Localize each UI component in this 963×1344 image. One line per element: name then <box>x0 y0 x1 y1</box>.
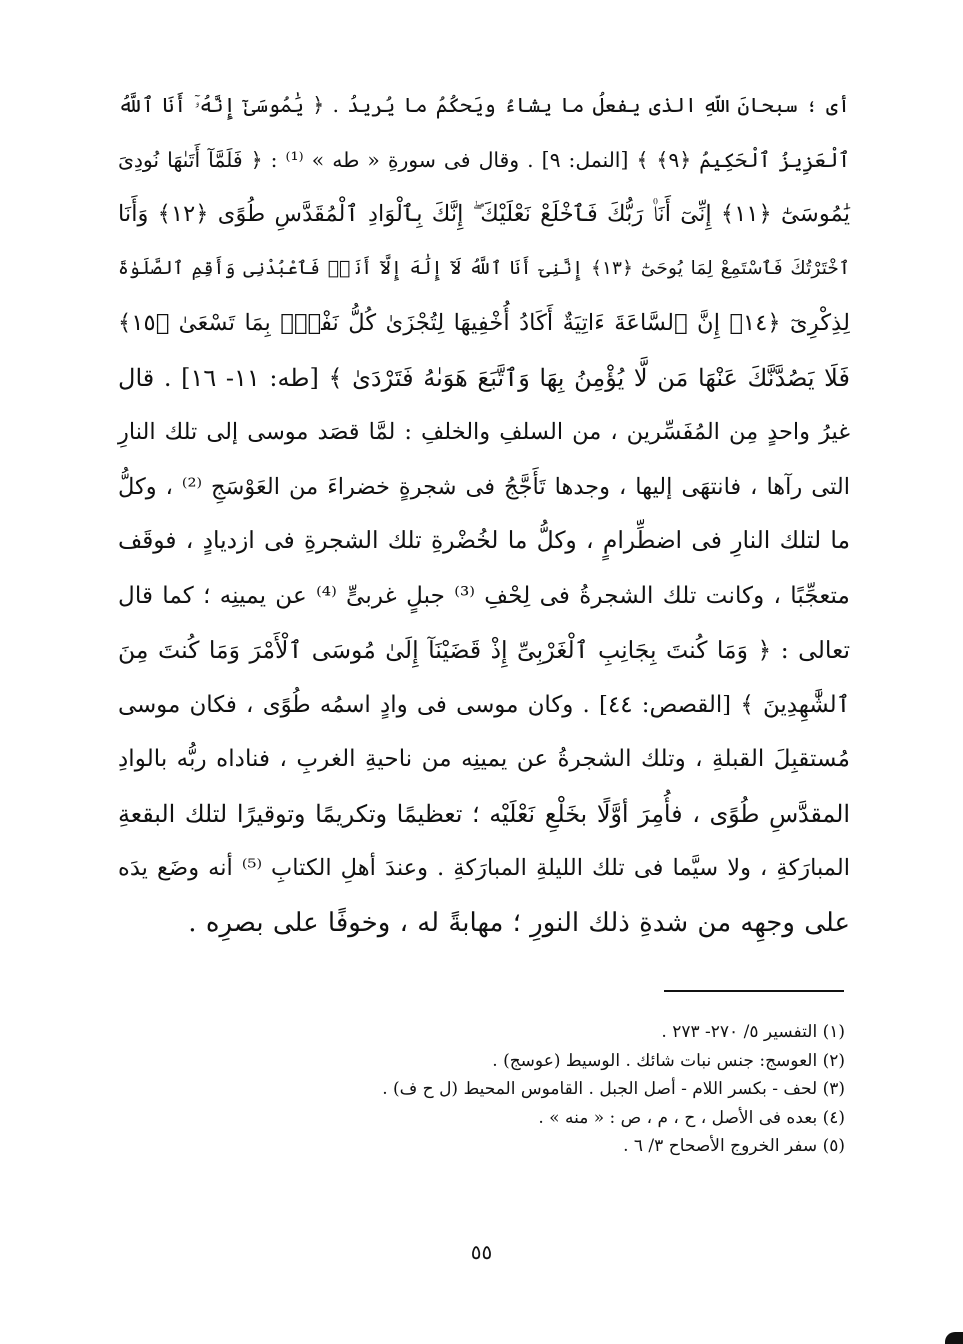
footnote: (١) التفسير ٥/ ٢٧٠- ٢٧٣ . <box>661 1022 845 1042</box>
text-line: ٱخْتَرْتُكَ فَٱسْتَمِعْ لِمَا يُوحَىٰٓ ﴿١٣﴾ إِنَّنِىٓ أَنَا ٱللَّهُ لَآ إِلَٰهَ إِلَّآ أَنَا۠ فَٱعْبُدْنِى وَأَقِمِ ٱلصَّلَوٰةَ <box>118 257 850 279</box>
text-line: يَٰمُوسَىٰٓ ﴿١١﴾ إِنِّىٓ أَنَا۠ رَبُّكَ فَٱخْلَعْ نَعْلَيْكَ ۖ إِنَّكَ بِٱلْوَادِ ٱلْمُقَدَّسِ طُوًى ﴿١٢﴾ وَأَنَا <box>118 201 851 227</box>
main-text <box>118 78 850 950</box>
footnote: (٥) سفر الخروج الأصحاح ٣/ ٦ . <box>623 1136 845 1156</box>
footnotes <box>113 1018 845 1161</box>
text-line: ٱلشَّٰهِدِينَ ﴾ [القصص: ٤٤] . وكان موسى فى وادٍ اسمُه طُوًى ، فكان موسى <box>118 691 851 718</box>
page-corner-mark <box>945 1332 963 1344</box>
text-line: على وجهِه من شدةِ ذلك النورِ ؛ مهابةً له ، وخوفًا على بصرِه . <box>188 907 850 938</box>
footnote: (٢) العوسج: جنس نبات شائك . الوسيط (عوسج) . <box>492 1050 845 1071</box>
text-line: مُستقبِلَ القبلةِ ، وتلك الشجرةُ عن يمينِه من ناحيةِ الغربِ ، فناداه ربُّه بالوادِ <box>118 746 850 772</box>
text-line: فَلَا يَصُدَّنَّكَ عَنْهَا مَن لَّا يُؤْمِنُ بِهَا وَٱتَّبَعَ هَوَىٰهُ فَتَرْدَىٰ ﴾ [طه: ١١- ١٦] . قال <box>118 363 850 392</box>
footnote: (٤) بعده فى الأصل ، ح ، م ، ص : « منه » . <box>538 1107 845 1128</box>
text-line: المبارَكةِ ، ولا سيَّما فى تلك الليلةِ المبارَكةِ . وعندَ أهلِ الكتابِ ⁽⁵⁾ أنه وضَع يدَه <box>118 855 850 881</box>
footnote: (٣) لحف - بكسر اللام - أصل الجبل . القاموس المحيط (ل ح ف) . <box>382 1079 845 1099</box>
footnote-separator <box>664 990 844 992</box>
text-line: تعالى : ﴿ وَمَا كُنتَ بِجَانِبِ ٱلْغَرْبِىِّ إِذْ قَضَيْنَآ إِلَىٰ مُوسَى ٱلْأَمْرَ وَمَا كُنتَ مِنَ <box>118 636 850 664</box>
text-line: متعجِّبًا ، وكانت تلك الشجرةُ فى لِحْفِ ⁽³⁾ جبلٍ غربىٍّ ⁽⁴⁾ عن يمينِه ؛ كما قال <box>118 581 850 609</box>
page-number: ٥٥ <box>470 1240 493 1264</box>
text-line: ما لتلك النارِ فى اضطِّرامٍ ، وكلُّ ما لخُضْرةِ تلك الشجرةِ فى ازديادٍ ، فوقَف <box>118 527 850 554</box>
text-line: غيرُ واحدٍ مِن المُفَسِّرين ، من السلفِ والخلفِ : لمَّا قصَد موسى إلى تلك النارِ <box>118 419 850 445</box>
text-line: أى ؛ سبحانَ اللّهِ الذى يفعلُ ما يشاءُ ويَحكُمُ ما يُريدُ . ﴿ يَٰمُوسَىٰٓ إِنَّهُۥٓ أَنَا ٱللَّهُ <box>118 93 850 117</box>
text-line: لِذِكْرِىٓ ﴿١٤﴾ إِنَّ ٱلسَّاعَةَ ءَاتِيَةٌ أَكَادُ أُخْفِيهَا لِتُجْزَىٰ كُلُّ نَفْسٍۭ بِمَا تَسْعَىٰ ﴿١٥﴾ <box>118 310 850 336</box>
text-line: التى رآها ، فانتهَى إليها ، وجدها تَأَجَّجُ فى شجرةٍ خضراءَ من العَوْسَجِ ⁽²⁾ ، وكلُّ <box>118 473 850 500</box>
text-line: المقدَّسِ طُوًى ، فأُمِرَ أوَّلًا بخَلْعِ نَعْلَيْه ؛ تعظيمًا وتكريمًا وتوقيرًا لتلك البقعةِ <box>118 799 850 828</box>
text-line: ٱلْعَزِيزُ ٱلْحَكِيمُ ﴿٩﴾ ﴾ [النمل: ٩] . وقال فى سورةِ « طه » ⁽¹⁾ : ﴿ فَلَمَّآ أَتَىٰهَا نُودِىَ <box>118 147 851 172</box>
